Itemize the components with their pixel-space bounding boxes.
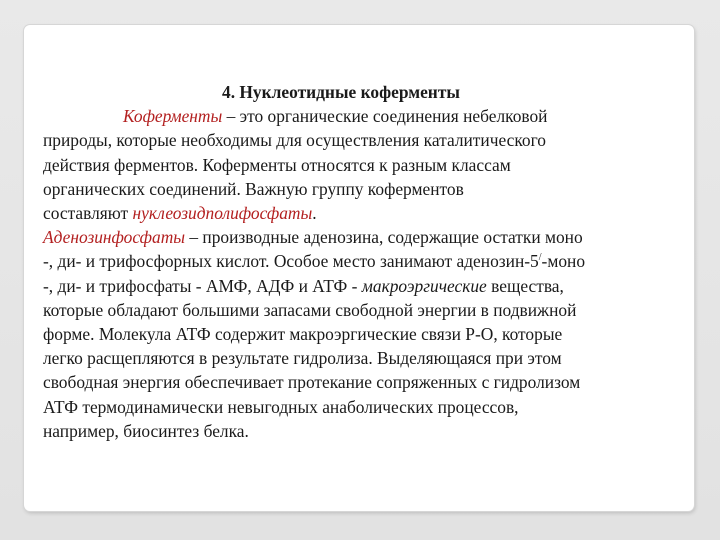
term-adenosine-phosphates: Аденозинфосфаты <box>43 227 186 248</box>
text-line-5-start: составляют <box>43 203 133 224</box>
text-line-6 <box>43 225 683 249</box>
term-coenzymes: Коферменты <box>123 106 223 127</box>
term-nucleoside-polyphosphates: нуклеозидполифосфаты <box>132 203 313 224</box>
prime-superscript: / <box>538 252 542 264</box>
text-line-9: которые обладают большими запасами свободной энергии в подвижной <box>43 299 577 320</box>
text-line-1-rest: – это органические соединения небелковой <box>222 106 548 127</box>
text-line-6-rest: – производные аденозина, содержащие остатки моно <box>185 227 583 248</box>
text-line-7 <box>43 249 683 273</box>
text-line-1 <box>43 104 683 128</box>
text-line-11: легко расщепляются в результате гидролиза. Выделяющаяся при этом <box>43 348 562 369</box>
text-line-8-start: -, ди- и трифосфаты - АМФ, АДФ и АТФ - <box>43 275 362 296</box>
text-line-5-end: . <box>312 203 317 224</box>
text-line-13: АТФ термодинамически невыгодных анаболических процессов, <box>43 396 519 417</box>
slide-text <box>43 80 683 443</box>
text-line-7-start: -, ди- и трифосфорных кислот. Особое место занимают аденозин-5 <box>43 251 539 272</box>
text-line-4: органических соединений. Важную группу коферментов <box>43 178 464 199</box>
text-line-7-end: -моно <box>541 251 586 272</box>
text-line-2: природы, которые необходимы для осуществления каталитического <box>43 130 546 151</box>
text-line-3: действия ферментов. Коферменты относятся к разным классам <box>43 154 511 175</box>
text-line-8-end: вещества, <box>486 275 564 296</box>
text-line-8 <box>43 274 683 298</box>
text-line-5 <box>43 201 683 225</box>
slide-heading: 4. Нуклеотидные коферменты <box>222 82 460 102</box>
text-line-10: форме. Молекула АТФ содержит макроэргические связи Р-О, которые <box>43 324 563 345</box>
term-macroergic: макроэргические <box>361 275 487 296</box>
text-line-12: свободная энергия обеспечивает протекание сопряженных с гидролизом <box>43 372 581 393</box>
text-line-14: например, биосинтез белка. <box>43 420 249 441</box>
